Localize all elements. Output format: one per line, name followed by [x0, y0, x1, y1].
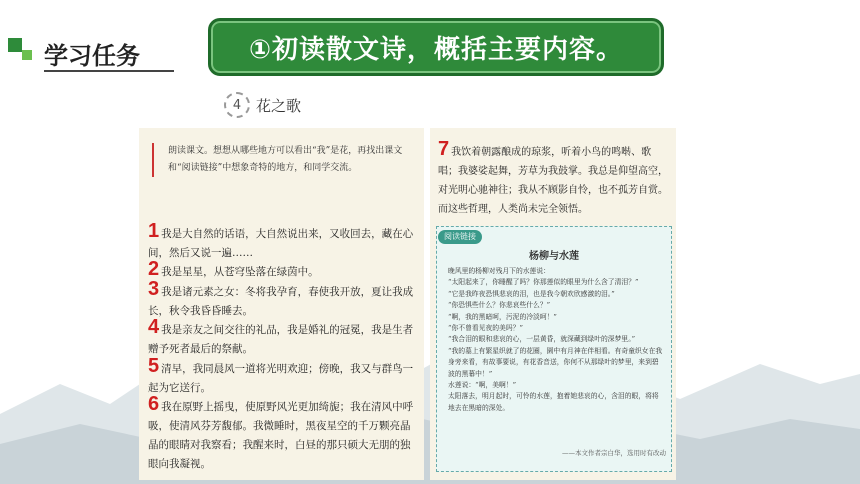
- paragraph-4: [148, 318, 416, 359]
- paragraph-number: 1: [148, 220, 160, 242]
- lesson-title: 花之歌: [256, 96, 302, 115]
- paragraph-number: 2: [148, 258, 160, 280]
- accent-square-icon: [8, 38, 22, 52]
- lesson-heading: [224, 92, 301, 118]
- reading-line: 晚风里的杨柳对残月下的水莲说：: [448, 267, 550, 275]
- paragraph-7: [438, 140, 668, 219]
- reading-link-tag: 阅读链接: [438, 230, 482, 244]
- section-label: 学习任务: [44, 42, 140, 70]
- reading-link-source: ——本文作者宗白华，选用时有改动: [562, 449, 666, 457]
- paragraph-number: 4: [148, 316, 160, 338]
- section-underline: [44, 70, 174, 72]
- paragraph-3: [148, 280, 416, 321]
- reading-line: “我合泪的眼和悲哀的心，一层黄昏，就深藏到绿叶的深梦里。”: [448, 335, 636, 344]
- paragraph-1: [148, 222, 416, 263]
- accent-square-small-icon: [22, 50, 32, 60]
- paragraph-number: 6: [148, 393, 160, 415]
- reading-link-body: [448, 266, 664, 414]
- reading-line: 太阳落去，明月起时，可怜的水莲，抱着她悲哀的心，含泪的眼，将将地去在黑暗的深处。: [448, 392, 659, 412]
- reading-line: “我的墓上有繁星织就了的花圈，園中有月神在伴相看。有奇童织女在我身旁来看，有故事要说，有花香音送，你何不从那绿叶的梦里，来到碧波的黑幕中！”: [448, 346, 663, 378]
- paragraph-text: 我是亲友之间交往的礼品，我是婚礼的冠冕，我是生者赠予死者最后的祭献。: [148, 324, 414, 355]
- paragraph-text: 我在原野上摇曳，使原野风光更加绮旎；我在清风中呼吸，使清风芬芳馥郁。我微睡时，黑夜星空的千万颗亮晶晶的眼睛对我察看；我醒来时，白昼的那只硕大无朋的独眼向我凝视。: [148, 401, 414, 470]
- lesson-number: 4: [224, 92, 250, 118]
- reading-line: “啊，我的黑暗呵，污泥的冷淡呵！”: [448, 312, 557, 321]
- paragraph-text: 我饮着朝露酿成的琼浆，听着小鸟的鸣啭、歌唱；我婆娑起舞，芳草为我鼓掌。我总是仰望高空，对光明心驰神往；我从不顾影自怜，也不孤芳自赏。而这些哲理，人类尚未完全领悟。: [438, 147, 668, 215]
- paragraph-6: [148, 395, 416, 474]
- paragraph-text: 我是星星，从苍穹坠落在绿茵中。: [161, 266, 319, 278]
- reading-guide: 朗读课文。想想从哪些地方可以看出“我”是花，再找出课文和“阅读链接”中想象奇特的地方，和同学交流。: [152, 143, 406, 177]
- reading-line: 水莲说：“啊，美啊！”: [448, 381, 517, 390]
- reading-line: “你不曾看见夜的美吗？”: [448, 324, 523, 333]
- paragraph-text: 我是诸元素之女：冬将我孕育，春使我开放，夏让我成长，秋令我昏昏睡去。: [148, 286, 414, 317]
- header: [0, 0, 860, 92]
- paragraph-2: [148, 260, 416, 282]
- paragraph-text: 清早，我同晨风一道将光明欢迎；傍晚，我又与群鸟一起为它送行。: [148, 363, 414, 394]
- paragraph-number: 3: [148, 278, 160, 300]
- paragraph-5: [148, 357, 416, 398]
- reading-line: “它是我昨夜恐惧悲哀的泪，也是我今朝欢欣感激的泪。”: [448, 289, 615, 298]
- paragraph-number: 5: [148, 355, 160, 377]
- paragraph-number: 7: [438, 138, 450, 160]
- reading-line: “太阳起来了，你睡醒了吗？你那莲似的眼里为什么含了清泪？”: [448, 278, 639, 287]
- paragraph-text: 我是大自然的话语，大自然说出来，又收回去，藏在心间，然后又说一遍……: [148, 228, 414, 259]
- reading-line: “你恐惧些什么？你悲哀些什么？”: [448, 301, 551, 310]
- task-banner: ①初读散文诗，概括主要内容。: [208, 18, 664, 76]
- reading-link-title: 杨柳与水莲: [529, 251, 579, 262]
